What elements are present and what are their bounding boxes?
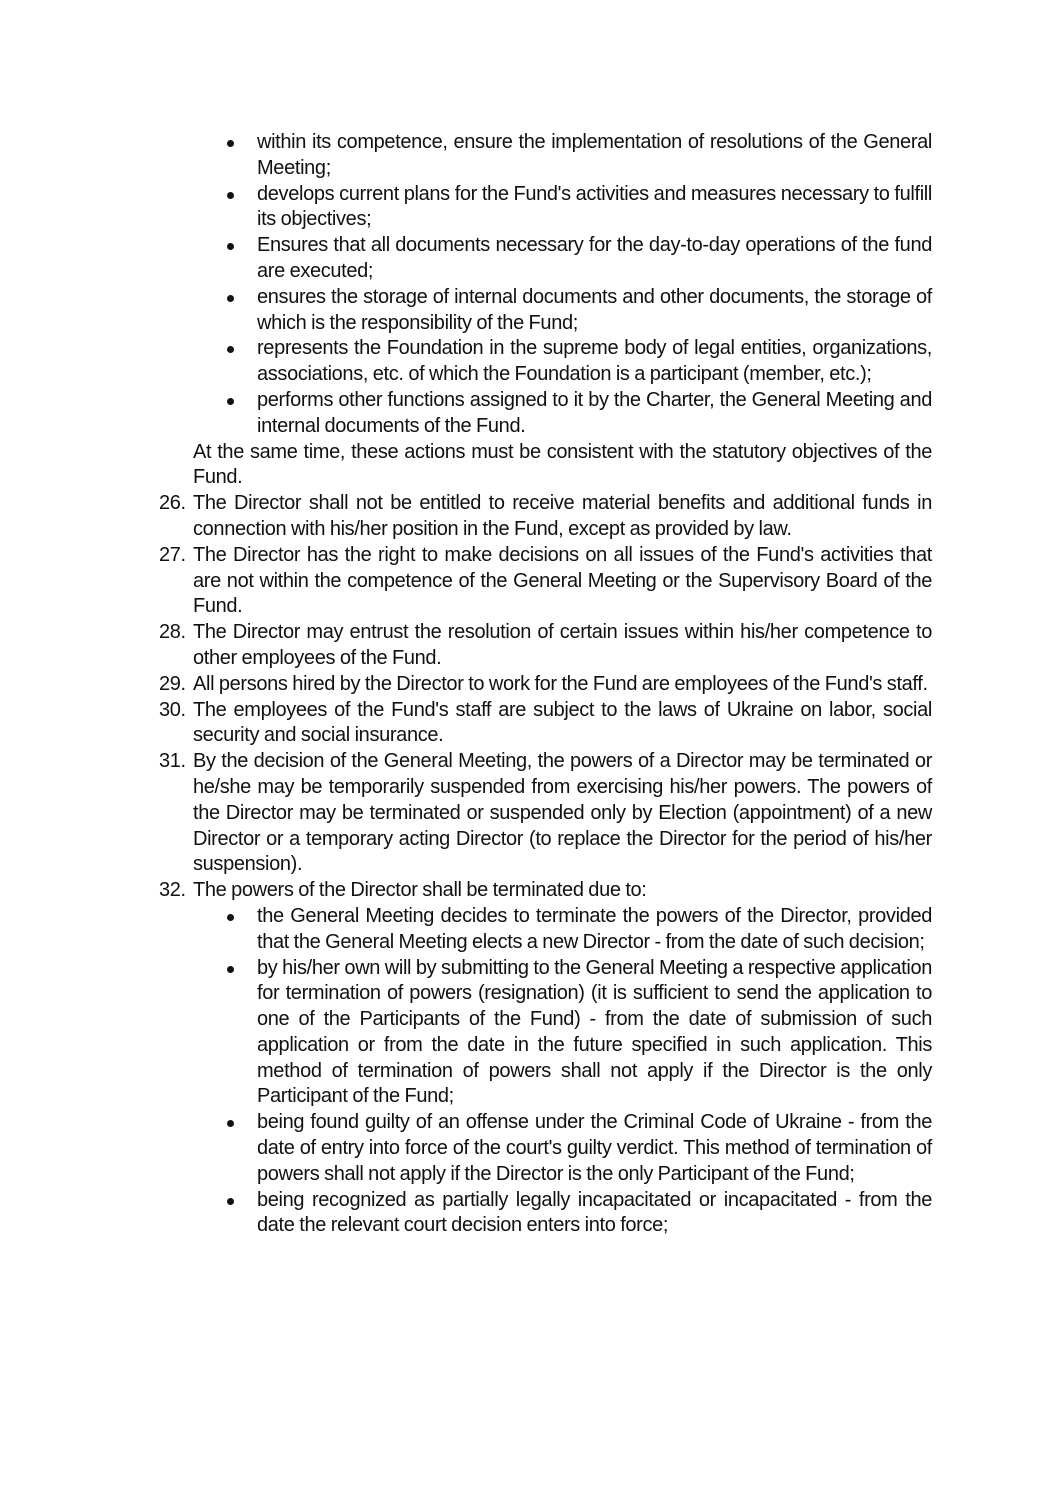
item-number: 31.: [159, 750, 186, 773]
item-text: The Director may entrust the resolution of certain issues within his/her competence to other employees of the Fund.: [193, 621, 932, 669]
list-item-text: being found guilty of an offense under the Criminal Code of Ukraine - from the date of entry into force of the court's guilty verdict. This method of termination of powers shall not apply if the Director is the only Participant of the Fund;: [257, 1111, 932, 1185]
item-text: The Director has the right to make decisions on all issues of the Fund's activities that are not within the competence of the General Meeting or the Supervisory Board of the Fund.: [193, 543, 932, 618]
list-item-text: performs other functions assigned to it by the Charter, the General Meeting and internal documents of the Fund.: [257, 388, 932, 437]
list-item-text: the General Meeting decides to terminate the powers of the Director, provided that the General Meeting elects a new Director - from the date of such decision;: [257, 904, 932, 953]
list-item: [257, 336, 932, 388]
list-item: [257, 233, 932, 285]
numbered-item-28: [159, 620, 932, 672]
item-number: 29.: [159, 672, 186, 695]
list-item-text: represents the Foundation in the supreme body of legal entities, organizations, associations, etc. of which the Foundation is a participant (member, etc.);: [257, 337, 932, 386]
item-number: 26.: [159, 492, 186, 515]
item-number: 32.: [159, 879, 186, 902]
bullet-icon: [227, 192, 234, 199]
list-item: [257, 130, 932, 182]
item-text: All persons hired by the Director to work for the Fund are employees of the Fund's staff.: [193, 672, 928, 695]
list-item-text: by his/her own will by submitting to the General Meeting a respective application for termination of powers (resignation) (it is sufficient to send the application to one of the Participants of the Fund) - from the date of submission of such application or from the date in the future specified in such application. This method of termination of powers shall not apply if the Director is the only Participant of the Fund;: [257, 956, 932, 1108]
bullet-icon: [227, 914, 234, 921]
item-text: The powers of the Director shall be terminated due to:: [193, 879, 647, 902]
list-item: [257, 182, 932, 234]
numbered-item-29: [159, 672, 932, 698]
director-functions-list: [0, 130, 1060, 440]
item-number: 30.: [159, 698, 186, 721]
bullet-icon: [227, 398, 234, 405]
item-number: 27.: [159, 543, 186, 566]
bullet-icon: [227, 295, 234, 302]
list-item: [257, 388, 932, 440]
bullet-icon: [227, 243, 234, 250]
numbered-item-31: [159, 749, 932, 878]
item-text: By the decision of the General Meeting, the powers of a Director may be terminated or he/she may be temporarily suspended from exercising his/her powers. The powers of the Director may be terminated or suspended only by Election (appointment) of a new Director or a temporary acting Director (to replace the Director for the period of his/her suspension).: [193, 750, 932, 876]
list-item: [257, 904, 932, 956]
numbered-item-30: [159, 698, 932, 750]
bullet-icon: [227, 140, 234, 147]
document-page: [0, 130, 1060, 1239]
bullet-icon: [227, 346, 234, 353]
list-item: [257, 285, 932, 337]
numbered-item-26: [159, 491, 932, 543]
list-item-text: Ensures that all documents necessary for the day-to-day operations of the fund are executed;: [257, 234, 932, 282]
item-number: 28.: [159, 621, 186, 644]
numbered-item-32: [159, 878, 932, 904]
list-item: [257, 1188, 932, 1240]
closing-paragraph: At the same time, these actions must be consistent with the statutory objectives of the Fund.: [193, 440, 932, 489]
numbered-item-27: [159, 543, 932, 620]
list-item: [257, 956, 932, 1111]
list-item-text: develops current plans for the Fund's activities and measures necessary to fulfill its objectives;: [257, 182, 932, 231]
termination-grounds-list: [0, 904, 1060, 1239]
item-text: The Director shall not be entitled to receive material benefits and additional funds in connection with his/her position in the Fund, except as provided by law.: [193, 492, 932, 540]
bullet-icon: [227, 966, 234, 973]
bullet-icon: [227, 1198, 234, 1205]
bullet-icon: [227, 1120, 234, 1127]
list-item-text: within its competence, ensure the implementation of resolutions of the General Meeting;: [257, 131, 932, 179]
item-text: The employees of the Fund's staff are subject to the laws of Ukraine on labor, social security and social insurance.: [193, 698, 932, 747]
list-item-text: ensures the storage of internal documents and other documents, the storage of which is the responsibility of the Fund;: [257, 285, 932, 334]
list-item-text: being recognized as partially legally incapacitated or incapacitated - from the date the relevant court decision enters into force;: [257, 1188, 932, 1237]
list-item: [257, 1110, 932, 1187]
